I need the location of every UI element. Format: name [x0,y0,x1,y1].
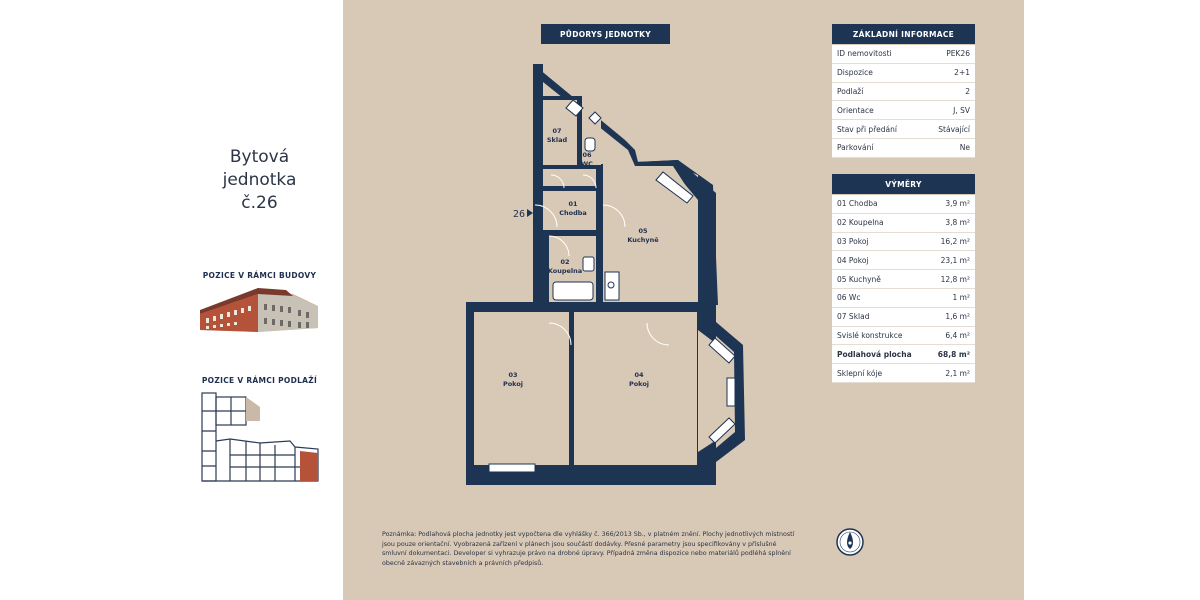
area-row [832,327,975,346]
room-01-name: Chodba [559,209,587,217]
area-row [832,214,975,233]
unit-title-line3: č.26 [241,193,278,213]
info-value: Stávající [938,124,970,134]
room-02-name: Koupelna [547,267,583,275]
area-value: 16,2 m² [940,236,970,246]
area-value: 3,9 m² [945,199,970,209]
room-06-name: WC [581,160,593,168]
info-row [832,101,975,120]
area-value: 23,1 m² [940,255,970,265]
left-panel [176,0,343,600]
room-05-name: Kuchyně [627,236,659,244]
area-value: 1,6 m² [945,312,970,322]
info-label: Stav při předání [837,124,897,134]
area-value: 12,8 m² [940,274,970,284]
info-value: 2 [965,86,970,96]
area-row [832,195,975,214]
unit-title [176,146,343,215]
area-row-total [832,345,975,364]
room-07-num: 07 [552,127,562,135]
room-07-name: Sklad [546,136,568,144]
info-value: PEK26 [946,49,970,59]
info-label: ID nemovitosti [837,49,892,59]
area-label: 02 Koupelna [837,218,884,228]
area-row [832,251,975,270]
area-label: Podlahová plocha [837,349,912,359]
area-row [832,233,975,252]
unit-title-line2: jednotka [222,170,297,190]
info-value: Ne [959,143,970,153]
compass-icon [837,529,863,555]
area-label: Sklepní kóje [837,368,883,378]
areas-table [832,195,975,383]
info-value: J, SV [953,105,970,115]
info-row [832,120,975,139]
room-06-num: 06 [582,151,592,159]
room-01-num: 01 [568,200,578,208]
areas-header: VÝMĚRY [832,174,975,194]
floorplan-header: PŮDORYS JEDNOTKY [541,24,670,44]
info-row [832,64,975,83]
area-value: 68,8 m² [937,349,970,359]
area-label: 05 Kuchyně [837,274,881,284]
room-04-num: 04 [634,371,644,379]
area-label: 01 Chodba [837,199,878,209]
disclaimer-note: Poznámka: Podlahová plocha jednotky jest vypočtena dle vyhlášky č. 366/2013 Sb., v platném znění. Plochy jednotlivých místností jsou pouze orientační. Vyobrazená zařízení v plánech jsou součástí dodávky. Přesné parametry jsou specifikovány v příslušné smluvní dokumentaci. Developer si vyhrazuje právo na drobné úpravy. Případná změna dispozice nebo materiálů podléhá splnění obecně závazných stavebních a právních předpisů. [382,531,795,567]
info-row [832,45,975,64]
area-row [832,308,975,327]
floor-position-map [200,391,322,485]
floor-position-label: POZICE V RÁMCI PODLAŽÍ [201,376,318,385]
info-label: Dispozice [837,68,873,78]
area-label: 04 Pokoj [837,255,869,265]
info-label: Podlaží [837,86,864,96]
info-row [832,139,975,158]
room-03-name: Pokoj [502,380,524,388]
area-value: 1 m² [952,293,970,303]
area-label: 03 Pokoj [837,236,869,246]
building-image [198,284,320,336]
entry-number: 26 [513,209,526,220]
entry-arrow-icon [527,209,533,217]
building-position-label: POZICE V RÁMCI BUDOVY [202,271,317,280]
basic-info-header: ZÁKLADNÍ INFORMACE [832,24,975,44]
right-margin [1024,0,1200,600]
area-label: 07 Sklad [837,312,870,322]
area-row [832,270,975,289]
unit-title-line1: Bytová [229,147,290,167]
info-row [832,83,975,102]
room-02-num: 02 [560,258,570,266]
area-value: 6,4 m² [945,330,970,340]
info-label: Orientace [837,105,874,115]
room-05-num: 05 [638,227,648,235]
area-value: 3,8 m² [945,218,970,228]
area-row [832,364,975,383]
info-label: Parkování [837,143,874,153]
area-value: 2,1 m² [945,368,970,378]
room-03-num: 03 [508,371,518,379]
info-value: 2+1 [954,68,970,78]
area-label: Svislé konstrukce [837,330,903,340]
room-04-name: Pokoj [628,380,650,388]
basic-info-table [832,45,975,158]
area-row [832,289,975,308]
area-label: 06 Wc [837,293,861,303]
